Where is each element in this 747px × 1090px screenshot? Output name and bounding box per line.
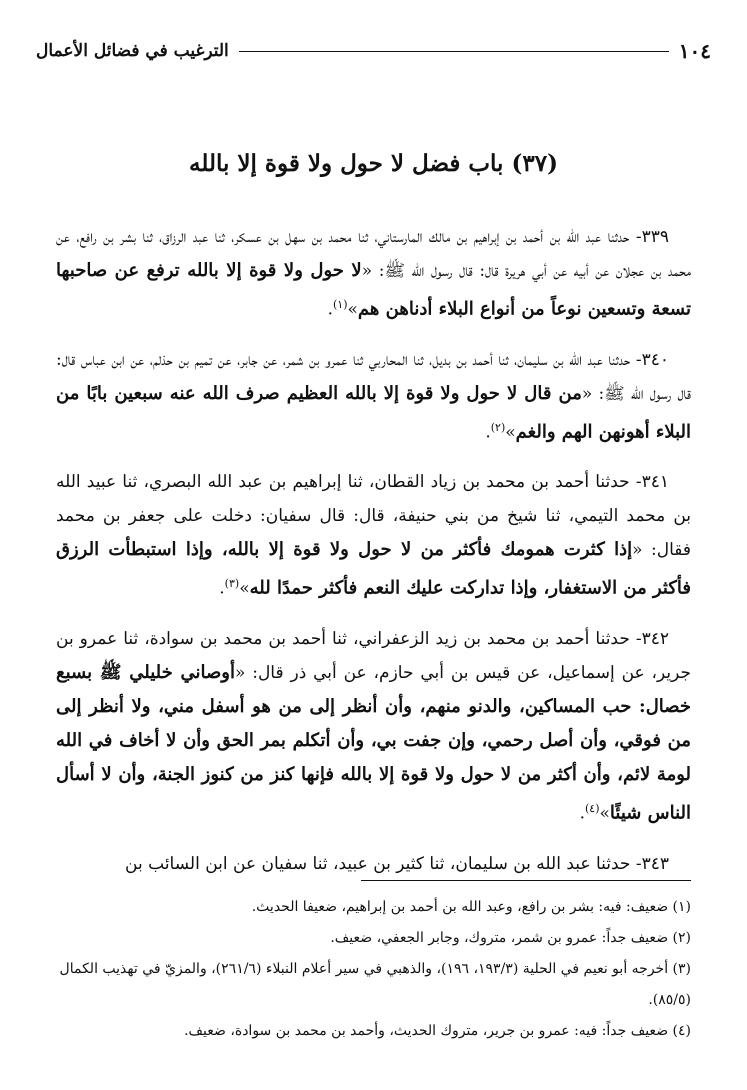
quote-close: » bbox=[599, 803, 610, 824]
quote-close: » bbox=[347, 299, 358, 320]
hadith-isnad: حدثنا أحمد بن محمد بن زياد القطان، ثنا إبراهيم بن عبد الله البصري، ثنا عبيد الله بن محمد التيمي، ثنا شيخ من بني حنيفة، قال: قال سفيان: دخلت على جعفر بن محمد فقال: « bbox=[56, 472, 692, 561]
hadith-isnad: حدثنا عبد الله بن أحمد بن إبراهيم بن مالك المارستاني، ثنا محمد بن سهل بن عسكر، ثنا عبد الرزاق، ثنا بشر بن رافع، عن محمد بن عجلان عن أبيه عن أبي هريرة قال: قال رسول الله ﷺ: « bbox=[56, 227, 692, 281]
entry-end: . bbox=[219, 578, 225, 599]
hadith-entry-340 bbox=[56, 343, 691, 450]
running-book-title: الترغيب في فضائل الأعمال bbox=[36, 41, 229, 61]
quote-close: » bbox=[239, 578, 250, 599]
entry-end: . bbox=[327, 299, 333, 320]
hadith-matn: من قال لا حول ولا قوة إلا بالله العظيم صرف الله عنه سبعين بابًا من البلاء أهونهن الهم والغم bbox=[56, 382, 691, 443]
entry-end: . bbox=[579, 803, 585, 824]
number-dash: - bbox=[630, 349, 642, 370]
entry-end: . bbox=[485, 422, 491, 443]
footnote-3: (٣) أخرجه أبو نعيم في الحلية (١٩٣/٣، ١٩٦)، والذهبي في سير أعلام النبلاء (٢٦١/٦)، والمزيّ في تهذيب الكمال (٨٥/٥). bbox=[59, 961, 691, 1008]
chapter-title: (٣٧) باب فضل لا حول ولا قوة إلا بالله bbox=[189, 150, 558, 177]
quote-close: » bbox=[505, 422, 516, 443]
header-rule bbox=[239, 51, 669, 52]
hadith-isnad: حدثنا عبد الله بن سليمان، ثنا أحمد بن بديل، ثنا المحاربي ثنا عمرو بن شمر، عن جابر، عن تميم بن حذلم، عن ابن عباس قال: قال رسول الله ﷺ: « bbox=[56, 349, 691, 404]
footnote-1: (١) ضعيف: فيه: بشر بن رافع، وعبد الله بن أحمد بن إبراهيم، ضعيفا الحديث. bbox=[251, 899, 691, 915]
hadith-isnad: حدثنا عبد الله بن سليمان، ثنا كثير بن عبيد، ثنا سفيان عن ابن السائب بن bbox=[125, 853, 631, 874]
page-number: ١٠٤ bbox=[678, 39, 711, 63]
hadith-matn: لا حول ولا قوة إلا بالله ترفع عن صاحبها تسعة وتسعين نوعاً من أنواع البلاء أدناهن هم bbox=[56, 260, 691, 320]
hadith-number: ٣٤١ bbox=[641, 472, 669, 493]
hadith-matn: إذا كثرت همومك فأكثر من لا حول ولا قوة إلا بالله، وإذا استبطأت الرزق فأكثر من الاستغفار، وإذا تداركت عليك النعم فأكثر حمدًا لله bbox=[56, 539, 691, 599]
footnote-ref[interactable]: (٣) bbox=[224, 577, 240, 591]
hadith-entry-343 bbox=[56, 847, 691, 881]
footnote-separator bbox=[361, 880, 691, 881]
hadith-number: ٣٤٠ bbox=[641, 349, 669, 370]
footnotes bbox=[56, 892, 691, 1047]
hadith-matn: أوصاني خليلي ﷺ بسبع خصال: حب المساكين، والدنو منهم، وأن أنظر إلى من هو أسفل مني، ولا أنظر إلى من فوقي، وأن أصل رحمي، وإن جفت بي، وأن أتكلم بمر الحق وأن لا أخاف في الله لومة لائم، وأن أكثر من لا حول ولا قوة إلا بالله فإنها كنز من كنوز الجنة، وأن لا أسأل الناس شيئًا bbox=[56, 661, 691, 824]
hadith-entry-339 bbox=[56, 220, 691, 327]
running-header bbox=[36, 36, 711, 66]
hadith-entry-342 bbox=[56, 622, 691, 831]
footnote-ref[interactable]: (٤) bbox=[585, 801, 600, 815]
number-dash: - bbox=[630, 853, 642, 874]
number-dash: - bbox=[629, 472, 642, 493]
hadith-entry-341 bbox=[56, 465, 691, 606]
number-dash: - bbox=[629, 628, 642, 649]
footnote-2: (٢) ضعيف جداً: عمرو بن شمر، متروك، وجابر الجعفي، ضعيف. bbox=[330, 930, 691, 946]
hadith-number: ٣٣٩ bbox=[641, 227, 669, 247]
footnote-4: (٤) ضعيف جداً: فيه: عمرو بن جرير، متروك الحديث، وأحمد بن محمد بن سوادة، ضعيف. bbox=[184, 1023, 691, 1039]
hadith-isnad: حدثنا أحمد بن محمد بن زيد الزعفراني، ثنا أحمد بن محمد بن سوادة، ثنا عمرو بن جرير، عن إسماعيل، عن قيس بن أبي حازم، عن أبي ذر قال: « bbox=[56, 628, 692, 683]
hadith-number: ٣٤٢ bbox=[641, 628, 669, 649]
footnote-ref[interactable]: (٢) bbox=[490, 420, 506, 434]
footnote-ref[interactable]: (١) bbox=[333, 298, 348, 311]
number-dash: - bbox=[629, 227, 642, 247]
hadith-number: ٣٤٣ bbox=[641, 853, 669, 874]
hadith-list bbox=[56, 220, 691, 897]
